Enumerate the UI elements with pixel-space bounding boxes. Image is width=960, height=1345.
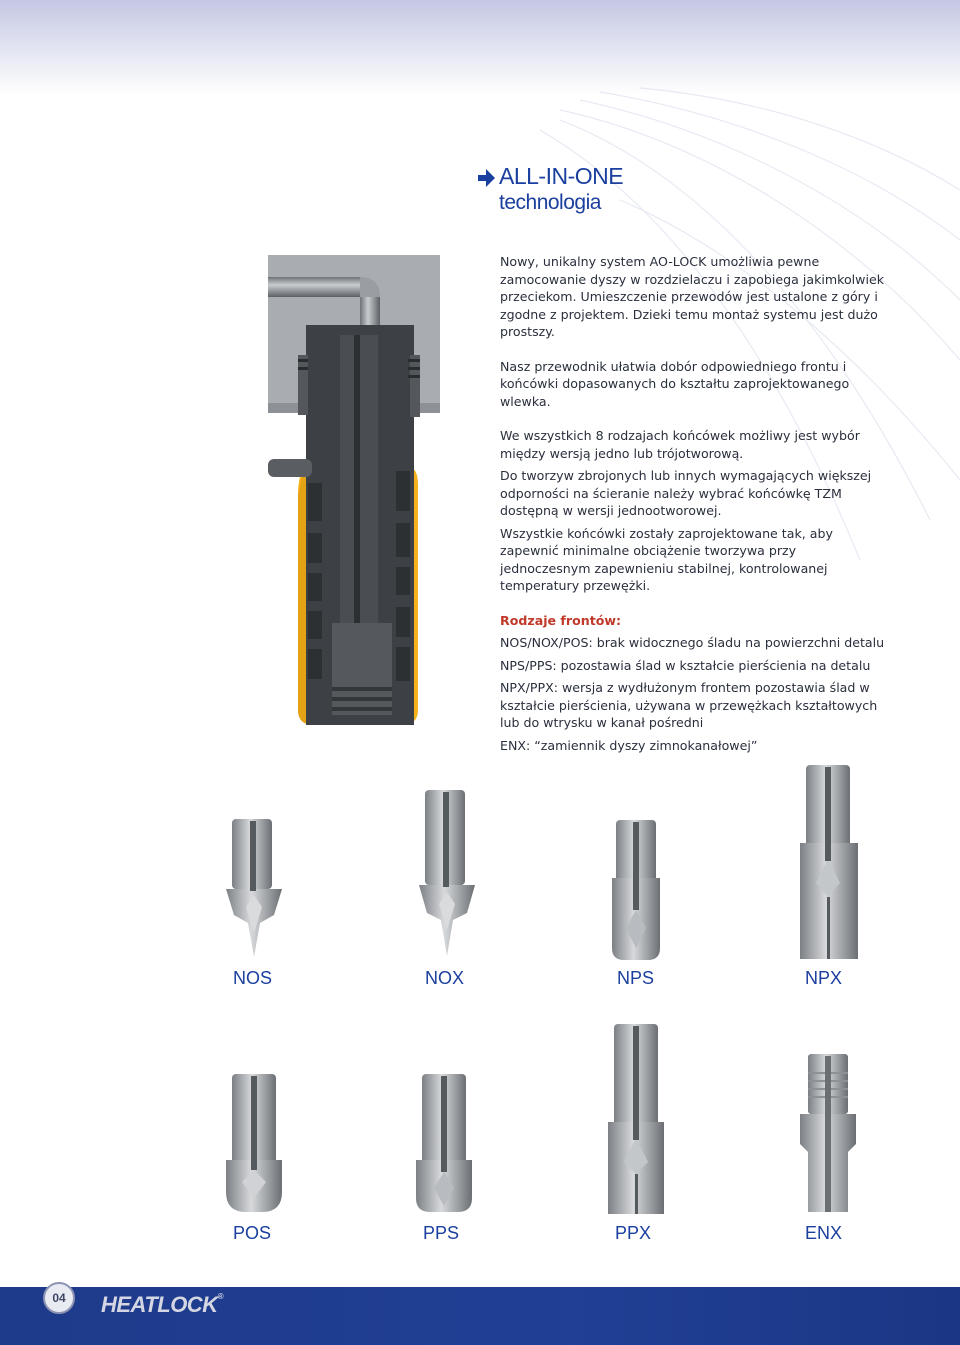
front-type-item: NPX/PPX: wersja z wydłużonym frontem pozostawia ślad w kształcie pierścienia, używana w przewężkach kształtowych lub do wtrysku w kanał pośredni	[500, 680, 878, 730]
intro-text	[500, 253, 890, 754]
intro-paragraph-2: Nasz przewodnik ułatwia dobór odpowiedniego frontu i końcówki dopasowanych do kształtu zaprojektowanego wlewka.	[500, 358, 850, 409]
nozzle-npx-image	[796, 763, 862, 963]
page-number: 04	[43, 1282, 75, 1314]
intro-paragraph-4: Do tworzyw zbrojonych lub innych wymagających większej odporności na ścieranie należy wybrać końcówkę TZM dostępną w wersji jednootworowej.	[500, 468, 872, 518]
nozzle-label-ppx: PPX	[615, 1223, 652, 1243]
fronts-heading: Rodzaje frontów:	[500, 612, 622, 628]
brand-logo	[101, 1292, 223, 1318]
registered-mark: ®	[217, 1292, 223, 1301]
front-type-item: NOS/NOX/POS: brak widocznego śladu na powierzchni detalu	[500, 635, 885, 650]
nozzle-label-pps: PPS	[423, 1223, 460, 1243]
brand-logo-text: HEATLOCK	[101, 1292, 218, 1317]
nozzle-nps-image	[606, 818, 666, 963]
nozzle-label-pos: POS	[233, 1223, 272, 1243]
title-line-1: ALL-IN-ONE	[499, 163, 624, 189]
nozzle-enx-image	[796, 1052, 860, 1217]
nozzle-ppx-image	[604, 1022, 668, 1217]
nozzle-label-enx: ENX	[805, 1223, 843, 1243]
nozzle-nox-image	[413, 788, 483, 963]
title-line-2: technologia	[499, 191, 601, 214]
arrow-right-icon	[476, 167, 496, 189]
nozzle-pos-image	[222, 1072, 286, 1217]
intro-paragraph-3: We wszystkich 8 rodzajach końcówek możliwy jest wybór między wersją jedno lub trójotworową.	[500, 428, 860, 461]
nozzle-pps-image	[412, 1072, 476, 1217]
nozzle-label-nos: NOS	[233, 968, 273, 988]
front-type-item: NPS/PPS: pozostawia ślad w kształcie pierścienia na detalu	[500, 657, 871, 673]
nozzle-nos-image	[220, 815, 290, 965]
nozzle-label-nox: NOX	[425, 968, 465, 988]
front-type-item: ENX: “zamiennik dyszy zimnokanałowej”	[500, 737, 758, 753]
nozzle-cross-section-illustration	[268, 255, 440, 735]
intro-paragraph-1: Nowy, unikalny system AO-LOCK umożliwia pewne zamocowanie dyszy w rozdzielaczu i zapobiega jakimkolwiek przeciekom. Umieszczenie przewodów jest ustalone z góry i zgodne z projektem. Dzieki temu montaż systemu jest dużo prostszy.	[500, 254, 885, 339]
nozzle-label-nps: NPS	[617, 968, 655, 988]
intro-paragraph-5: Wszystkie końcówki zostały zaprojektowane tak, aby zapewnić minimalne obciążenie tworzywa przy jednoczesnym zapewnieniu stabilnej, kontrolowanej temperatury przewężki.	[500, 525, 833, 593]
nozzle-label-npx: NPX	[805, 968, 843, 988]
